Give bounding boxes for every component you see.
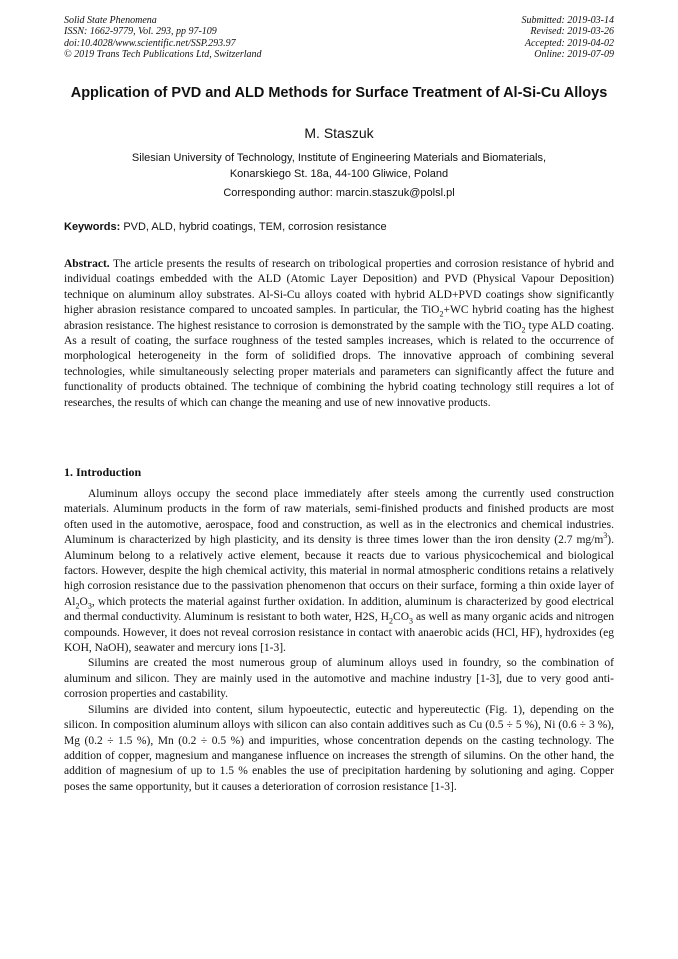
affiliation-line-1: Silesian University of Technology, Institute of Engineering Materials and Biomaterials, (131, 152, 547, 164)
abstract-text: type ALD coating. As a result of coating, the surface roughness of the tested samples increases, which is related to the occurrence of morphological heterogeneity in the form of solidified drops. The innovative approach of combining several technologies, while simultaneously selecting proper materials and parameters can significantly affect the future and functionality of products obtained. The technique of combining the hybrid coating technology still requires a lot of researches, the results of which can change the meaning and use of new innovative products. (64, 319, 614, 409)
corresponding-author: Corresponding author: marcin.staszuk@polsl.pl (223, 187, 455, 199)
journal-doi: doi:10.4028/www.scientific.net/SSP.293.97 (64, 37, 236, 49)
author-name: M. Staszuk (304, 125, 374, 141)
affiliation-line-2: Konarskiego St. 18a, 44-100 Gliwice, Poland (229, 168, 449, 180)
paper-title: Application of PVD and ALD Methods for Surface Treatment of Al-Si-Cu Alloys (70, 85, 608, 101)
abstract-subscript: 2 (521, 324, 526, 334)
date-submitted: Submitted: 2019-03-14 (521, 15, 614, 26)
paragraph-1 (64, 487, 614, 656)
paragraph-2: Silumins are created the most numerous group of aluminum alloys used in foundry, so the combination of aluminum and silicon. They are mainly used in the automotive and machine industry [1-3], due to very good anti-corrosion properties and castability. (64, 657, 614, 701)
paragraph-text: as well as many organic acids and nitrogen compounds. However, it does not reveal corrosion resistance in contact with anaerobic acids (HCl, HF), hydroxides (eg KOH, NaOH), seawater and mercury ions [1-3]. (64, 611, 614, 655)
superscript: 3 (603, 531, 608, 541)
abstract-text: The article presents the results of research on tribological properties and corrosion resistance of hybrid and individual coatings embedded with the ALD (Atomic Layer Deposition) and PVD (Physical Vapour Deposition) technique on aluminum alloy substrates. Al-Si-Cu alloys coated with hybrid ALD+PVD coatings show significantly higher abrasion resistance compared to uncoated samples. In particular, the TiO (64, 258, 615, 317)
paragraph-text: Aluminum alloys occupy the second place immediately after steels among the currently used construction materials. Aluminum products in the form of raw materials, semi-finished products and finished products are most often used in the automotive, aerospace, food and construction, as well as in the electronics and chemical industries. Aluminum is characterized by high plasticity, and its density is three times lower than the iron density (2.7 mg/m (64, 488, 614, 547)
subscript: 3 (87, 601, 92, 611)
section-heading-introduction: 1. Introduction (64, 465, 142, 479)
journal-copyright: © 2019 Trans Tech Publications Ltd, Switzerland (64, 48, 262, 60)
journal-info (64, 15, 262, 60)
paragraph-text: , which protects the material against further oxidation. In addition, aluminum is characterized by good electrical and thermal conductivity. Aluminum is resistant to both water, H2S, H (64, 595, 614, 624)
subscript: 2 (389, 616, 394, 626)
journal-issn: ISSN: 1662-9779, Vol. 293, pp 97-109 (64, 26, 217, 38)
subscript: 3 (409, 616, 414, 626)
date-accepted: Accepted: 2019-04-02 (524, 37, 614, 49)
abstract-subscript: 2 (439, 309, 444, 319)
journal-name: Solid State Phenomena (64, 15, 157, 26)
subscript: 2 (75, 601, 80, 611)
paragraph-text: O (79, 595, 88, 608)
paragraph-text: ). Aluminum belong to a relatively active element, because it reacts due to various physicochemical and biological factors. However, despite the high chemical activity, this material in normal atmospheric conditions retains a relatively high corrosion resistance due to the passivation phenomenon that occurs on their surface, forming a thin oxide layer of Al (64, 534, 614, 608)
paragraph-text: CO (393, 611, 410, 624)
keywords-text: PVD, ALD, hybrid coatings, TEM, corrosion resistance (123, 221, 387, 233)
abstract-label: Abstract. (64, 258, 110, 270)
affiliation (60, 150, 618, 182)
keywords-label: Keywords: (64, 221, 121, 233)
introduction-body (64, 487, 614, 795)
paragraph-3: Silumins are divided into content, silum hypoeutectic, eutectic and hypereutectic (Fig. 1), depending on the silicon. In composition aluminum alloys with silicon can also contain additives such as Cu (0.5 ÷ 5 %), Ni (0.6 ÷ 3 %), Mg (0.2 ÷ 1.5 %), Mn (0.2 ÷ 0.5 %) and impurities, whose concentration depends on the casting technology. The addition of copper, magnesium and manganese influence on increases the strength of silumins. On the other hand, the addition of magnesium of up to 1.5 % enables the use of precipitation hardening by solutioning and aging. Copper poses the same opportunity, but it causes a deterioration of corrosion resistance [1-3]. (64, 703, 614, 793)
abstract (64, 257, 614, 411)
date-revised: Revised: 2019-03-26 (530, 26, 614, 38)
submission-dates (522, 15, 615, 60)
date-online: Online: 2019-07-09 (534, 48, 614, 60)
keywords (64, 219, 616, 235)
abstract-text: +WC hybrid coating has the highest abrasion resistance. The highest resistance to corrosion is demonstrated by the sample with the TiO (64, 304, 615, 332)
